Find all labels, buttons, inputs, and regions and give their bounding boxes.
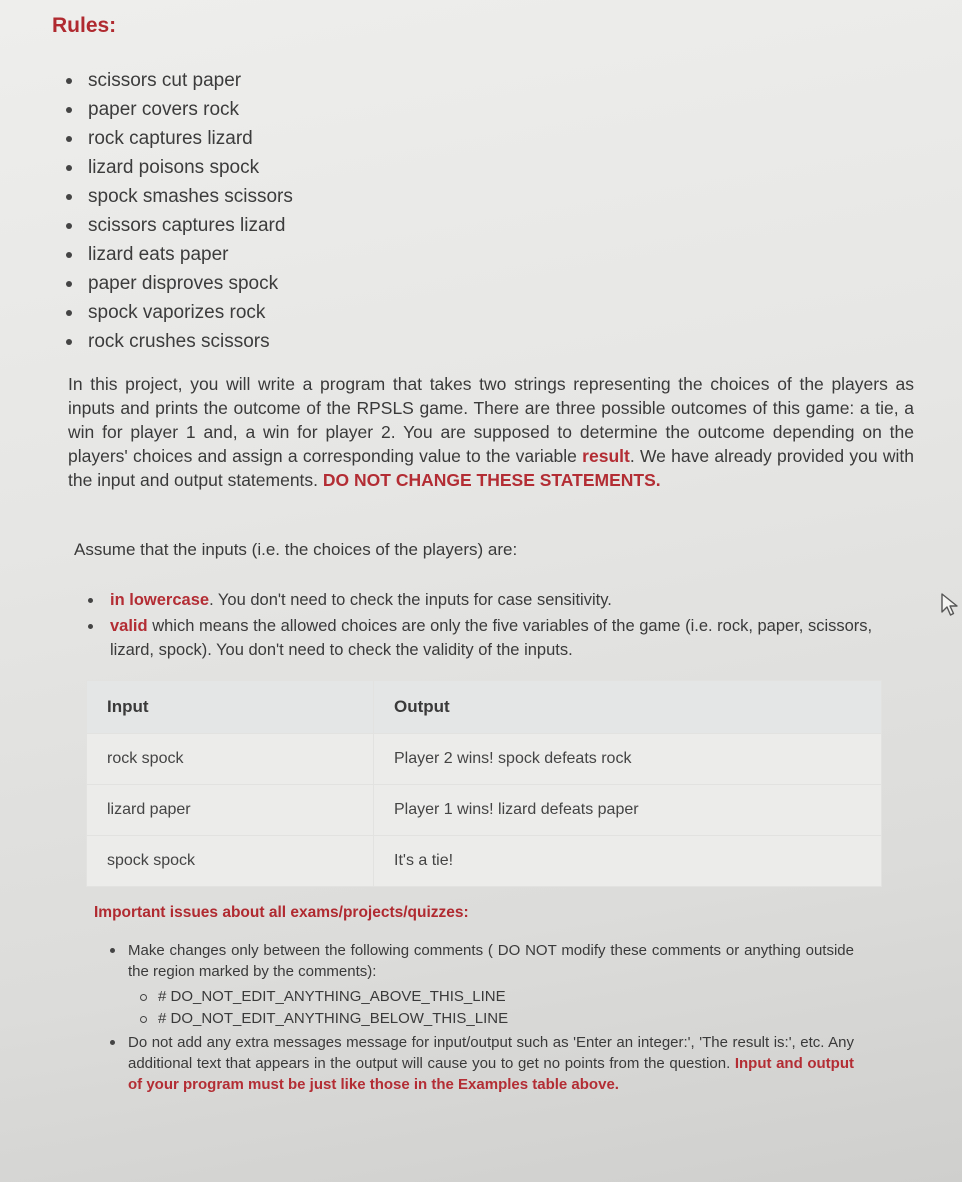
intro-text: In this project, you will write a program that takes two strings representing the choices of the players as inputs and prints the outcome of the RPSLS game. There are three possible outcomes of this game: a tie, a win for player 1 and, a win for player 2. You are supposed to determine the outcome depending on the players' choices and assign a corresponding value to the variable bbox=[68, 374, 914, 466]
assumption-item bbox=[86, 614, 892, 662]
input-cell: spock spock bbox=[87, 836, 374, 887]
project-description bbox=[68, 372, 914, 492]
rule-item: lizard poisons spock bbox=[60, 153, 293, 182]
input-cell: lizard paper bbox=[87, 785, 374, 836]
rule-item: paper disproves spock bbox=[60, 269, 293, 298]
important-item-text: Make changes only between the following comments ( DO NOT modify these comments or anything outside the region marked by the comments): bbox=[128, 942, 854, 980]
io-format-warning: Input and output of your program must be just like those in the Examples table above. bbox=[128, 1055, 854, 1093]
comment-marker: # DO_NOT_EDIT_ANYTHING_ABOVE_THIS_LINE bbox=[128, 986, 854, 1008]
input-column-header: Input bbox=[87, 681, 374, 734]
assumption-item bbox=[86, 588, 892, 612]
output-cell: Player 1 wins! lizard defeats paper bbox=[374, 785, 882, 836]
important-heading: Important issues about all exams/projects/quizzes: bbox=[94, 904, 469, 921]
output-column-header: Output bbox=[374, 681, 882, 734]
result-variable: result bbox=[582, 446, 630, 466]
important-list bbox=[108, 940, 854, 1095]
assumption-keyword: in lowercase bbox=[110, 591, 210, 609]
rule-item: lizard eats paper bbox=[60, 240, 293, 269]
output-cell: Player 2 wins! spock defeats rock bbox=[374, 734, 882, 785]
output-cell: It's a tie! bbox=[374, 836, 882, 887]
important-item bbox=[108, 940, 854, 1030]
rule-item: rock captures lizard bbox=[60, 124, 293, 153]
assumption-intro: Assume that the inputs (i.e. the choices of the players) are: bbox=[74, 540, 518, 559]
table-row bbox=[87, 734, 882, 785]
rules-list bbox=[60, 66, 293, 356]
assumption-text: . You don't need to check the inputs for case sensitivity. bbox=[209, 591, 612, 609]
rule-item: scissors cut paper bbox=[60, 66, 293, 95]
comment-markers-list bbox=[128, 986, 854, 1030]
assumption-list bbox=[86, 588, 892, 664]
rule-item: spock vaporizes rock bbox=[60, 298, 293, 327]
important-item bbox=[108, 1032, 854, 1095]
assumption-keyword: valid bbox=[110, 617, 148, 635]
table-header-row bbox=[87, 681, 882, 734]
important-item-text: Do not add any extra messages message for input/output such as 'Enter an integer:', 'The result is:', etc. Any additional text that appears in the output will cause you to get no points from the question. bbox=[128, 1034, 854, 1072]
rule-item: paper covers rock bbox=[60, 95, 293, 124]
rule-item: rock crushes scissors bbox=[60, 327, 293, 356]
rules-heading: Rules: bbox=[52, 14, 117, 37]
intro-text-continued: . We have already provided you with the input and output statements. bbox=[68, 446, 914, 490]
examples-table bbox=[86, 680, 882, 887]
mouse-pointer-icon bbox=[940, 592, 960, 618]
input-cell: rock spock bbox=[87, 734, 374, 785]
table-row bbox=[87, 836, 882, 887]
table-row bbox=[87, 785, 882, 836]
rule-item: scissors captures lizard bbox=[60, 211, 293, 240]
comment-marker: # DO_NOT_EDIT_ANYTHING_BELOW_THIS_LINE bbox=[128, 1008, 854, 1030]
do-not-change-warning: DO NOT CHANGE THESE STATEMENTS. bbox=[322, 470, 661, 490]
assumption-text: which means the allowed choices are only the five variables of the game (i.e. rock, paper, scissors, lizard, spock). You don't need to check the validity of the inputs. bbox=[110, 617, 873, 659]
rule-item: spock smashes scissors bbox=[60, 182, 293, 211]
